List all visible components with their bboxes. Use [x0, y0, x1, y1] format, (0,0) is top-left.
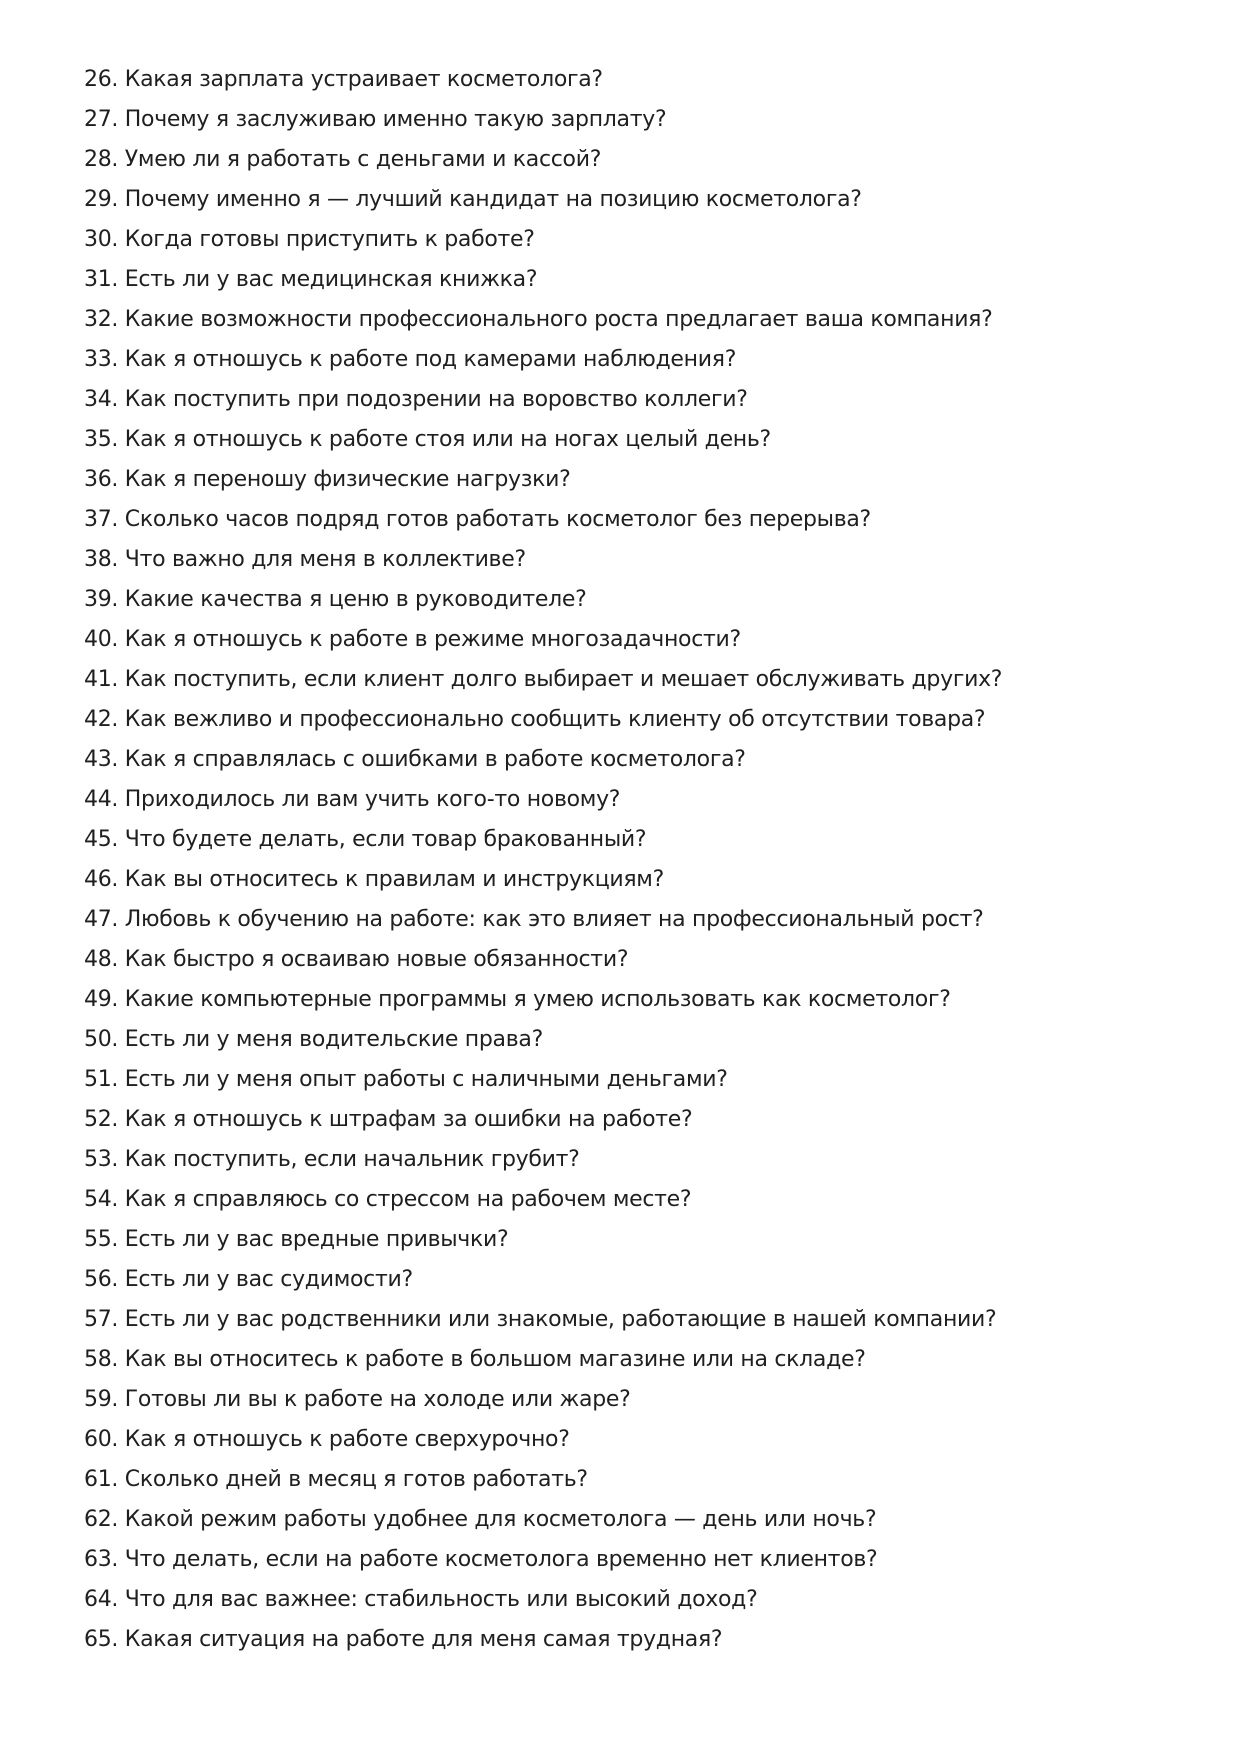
question-number: 61.	[84, 1467, 119, 1492]
question-number: 28.	[84, 147, 119, 172]
question-text: Как я отношусь к работе стоя или на ногах целый день?	[124, 427, 771, 452]
question-item	[84, 300, 1184, 340]
question-text: Почему я заслуживаю именно такую зарплату?	[124, 107, 667, 132]
question-text: Есть ли у меня водительские права?	[124, 1027, 543, 1052]
question-text: Сколько дней в месяц я готов работать?	[124, 1467, 588, 1492]
question-item	[84, 340, 1184, 380]
question-text: Что будете делать, если товар бракованный?	[124, 827, 647, 852]
question-item	[84, 260, 1184, 300]
question-number: 37.	[84, 507, 119, 532]
question-item	[84, 540, 1184, 580]
question-text: Что делать, если на работе косметолога временно нет клиентов?	[124, 1547, 878, 1572]
question-text: Какой режим работы удобнее для косметолога — день или ночь?	[124, 1507, 877, 1532]
question-item	[84, 1380, 1184, 1420]
question-number: 30.	[84, 227, 119, 252]
question-number: 62.	[84, 1507, 119, 1532]
question-text: Как я отношусь к работе в режиме многозадачности?	[124, 627, 741, 652]
question-item	[84, 500, 1184, 540]
question-number: 55.	[84, 1227, 119, 1252]
question-item	[84, 100, 1184, 140]
question-number: 52.	[84, 1107, 119, 1132]
question-text: Как я справляюсь со стрессом на рабочем месте?	[124, 1187, 692, 1212]
question-text: Есть ли у вас родственники или знакомые, работающие в нашей компании?	[124, 1307, 997, 1332]
question-item	[84, 740, 1184, 780]
question-number: 48.	[84, 947, 119, 972]
question-item	[84, 940, 1184, 980]
question-item	[84, 1460, 1184, 1500]
question-number: 33.	[84, 347, 119, 372]
question-text: Умею ли я работать с деньгами и кассой?	[124, 147, 602, 172]
question-text: Какие качества я ценю в руководителе?	[124, 587, 587, 612]
question-item	[84, 980, 1184, 1020]
question-text: Когда готовы приступить к работе?	[124, 227, 535, 252]
question-text: Как вы относитесь к работе в большом магазине или на складе?	[124, 1347, 866, 1372]
question-text: Как поступить, если начальник грубит?	[124, 1147, 580, 1172]
question-number: 64.	[84, 1587, 119, 1612]
question-number: 65.	[84, 1627, 119, 1652]
question-text: Почему именно я — лучший кандидат на позицию косметолога?	[124, 187, 862, 212]
question-number: 47.	[84, 907, 119, 932]
question-item	[84, 1180, 1184, 1220]
question-number: 35.	[84, 427, 119, 452]
question-number: 53.	[84, 1147, 119, 1172]
question-item	[84, 1100, 1184, 1140]
question-number: 49.	[84, 987, 119, 1012]
question-number: 29.	[84, 187, 119, 212]
question-number: 34.	[84, 387, 119, 412]
question-number: 38.	[84, 547, 119, 572]
question-number: 50.	[84, 1027, 119, 1052]
question-text: Какая ситуация на работе для меня самая трудная?	[124, 1627, 723, 1652]
question-number: 40.	[84, 627, 119, 652]
question-number: 31.	[84, 267, 119, 292]
question-item	[84, 620, 1184, 660]
question-item	[84, 700, 1184, 740]
question-number: 32.	[84, 307, 119, 332]
question-item	[84, 60, 1184, 100]
question-text: Приходилось ли вам учить кого-то новому?	[124, 787, 621, 812]
question-item	[84, 180, 1184, 220]
question-text: Есть ли у вас судимости?	[124, 1267, 413, 1292]
question-text: Готовы ли вы к работе на холоде или жаре?	[124, 1387, 631, 1412]
question-item	[84, 380, 1184, 420]
question-item	[84, 1020, 1184, 1060]
question-number: 26.	[84, 67, 119, 92]
question-number: 60.	[84, 1427, 119, 1452]
question-item	[84, 1140, 1184, 1180]
question-text: Как вежливо и профессионально сообщить клиенту об отсутствии товара?	[124, 707, 986, 732]
question-number: 27.	[84, 107, 119, 132]
question-number: 36.	[84, 467, 119, 492]
question-number: 41.	[84, 667, 119, 692]
question-item	[84, 460, 1184, 500]
question-text: Есть ли у вас медицинская книжка?	[124, 267, 538, 292]
question-item	[84, 820, 1184, 860]
question-number: 45.	[84, 827, 119, 852]
question-item	[84, 1340, 1184, 1380]
question-number: 59.	[84, 1387, 119, 1412]
question-item	[84, 420, 1184, 460]
question-text: Есть ли у меня опыт работы с наличными деньгами?	[124, 1067, 728, 1092]
question-item	[84, 1500, 1184, 1540]
question-text: Как я отношусь к работе сверхурочно?	[124, 1427, 570, 1452]
question-item	[84, 1300, 1184, 1340]
question-text: Что важно для меня в коллективе?	[124, 547, 526, 572]
question-number: 54.	[84, 1187, 119, 1212]
question-text: Как поступить при подозрении на воровство коллеги?	[124, 387, 748, 412]
question-item	[84, 1220, 1184, 1260]
question-text: Как я справлялась с ошибками в работе косметолога?	[124, 747, 746, 772]
question-number: 63.	[84, 1547, 119, 1572]
question-number: 56.	[84, 1267, 119, 1292]
question-list	[84, 60, 1184, 1660]
question-text: Какая зарплата устраивает косметолога?	[124, 67, 603, 92]
question-text: Любовь к обучению на работе: как это влияет на профессиональный рост?	[124, 907, 984, 932]
question-text: Какие компьютерные программы я умею использовать как косметолог?	[124, 987, 951, 1012]
question-number: 57.	[84, 1307, 119, 1332]
question-number: 39.	[84, 587, 119, 612]
question-item	[84, 900, 1184, 940]
question-text: Что для вас важнее: стабильность или высокий доход?	[124, 1587, 758, 1612]
document-page	[84, 60, 1184, 1660]
question-text: Как я отношусь к работе под камерами наблюдения?	[124, 347, 737, 372]
question-item	[84, 1580, 1184, 1620]
question-text: Сколько часов подряд готов работать косметолог без перерыва?	[124, 507, 871, 532]
question-item	[84, 780, 1184, 820]
question-item	[84, 660, 1184, 700]
question-item	[84, 220, 1184, 260]
question-number: 51.	[84, 1067, 119, 1092]
question-number: 42.	[84, 707, 119, 732]
question-item	[84, 1620, 1184, 1660]
question-number: 43.	[84, 747, 119, 772]
question-item	[84, 580, 1184, 620]
question-text: Как я переношу физические нагрузки?	[124, 467, 571, 492]
question-text: Как вы относитесь к правилам и инструкциям?	[124, 867, 664, 892]
question-text: Как быстро я осваиваю новые обязанности?	[124, 947, 629, 972]
question-item	[84, 140, 1184, 180]
question-number: 58.	[84, 1347, 119, 1372]
question-text: Какие возможности профессионального роста предлагает ваша компания?	[124, 307, 993, 332]
question-number: 44.	[84, 787, 119, 812]
question-text: Как поступить, если клиент долго выбирает и мешает обслуживать других?	[124, 667, 1003, 692]
question-number: 46.	[84, 867, 119, 892]
question-item	[84, 860, 1184, 900]
question-item	[84, 1060, 1184, 1100]
question-item	[84, 1260, 1184, 1300]
question-text: Есть ли у вас вредные привычки?	[124, 1227, 509, 1252]
question-text: Как я отношусь к штрафам за ошибки на работе?	[124, 1107, 693, 1132]
question-item	[84, 1420, 1184, 1460]
question-item	[84, 1540, 1184, 1580]
